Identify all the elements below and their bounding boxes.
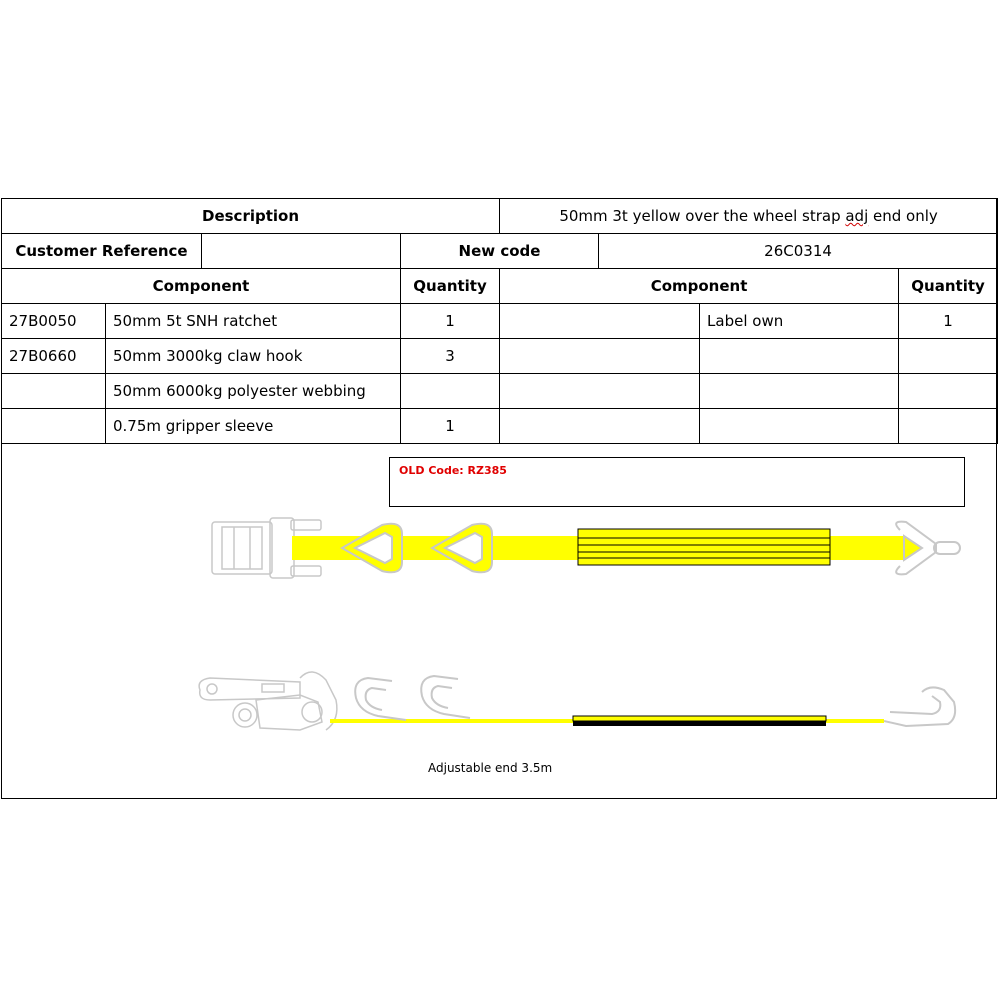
new-code-label: New code [401, 234, 599, 269]
customer-reference-label: Customer Reference [2, 234, 202, 269]
component-qty: 1 [401, 409, 500, 444]
component-qty: 3 [401, 339, 500, 374]
new-code-value: 26C0314 [599, 234, 998, 269]
component-name: 50mm 6000kg polyester webbing [106, 374, 401, 409]
claw-hook-side-icon [355, 676, 470, 720]
gripper-sleeve-top [578, 529, 830, 565]
top-view-drawing [212, 518, 960, 578]
right-component-name: Label own [700, 304, 899, 339]
gripper-sleeve-side [573, 716, 826, 726]
component-qty: 1 [401, 304, 500, 339]
quantity-header-right: Quantity [899, 269, 998, 304]
component-name: 50mm 3000kg claw hook [106, 339, 401, 374]
claw-hook-triangle-icon [342, 524, 402, 573]
end-hook-top-icon [896, 522, 960, 575]
component-name: 0.75m gripper sleeve [106, 409, 401, 444]
component-header: Component [2, 269, 401, 304]
adjustable-end-caption: Adjustable end 3.5m [428, 761, 553, 775]
end-hook-side-icon [884, 687, 955, 726]
component-code: 27B0660 [2, 339, 106, 374]
right-component-qty: 1 [899, 304, 998, 339]
ratchet-side-icon [199, 672, 337, 730]
side-view-drawing [199, 672, 955, 730]
component-code: 27B0050 [2, 304, 106, 339]
claw-hook-triangle-icon [432, 524, 492, 573]
description-value: 50mm 3t yellow over the wheel strap adj end only [500, 199, 998, 234]
description-label: Description [2, 199, 500, 234]
quantity-header: Quantity [401, 269, 500, 304]
component-header-right: Component [500, 269, 899, 304]
component-name: 50mm 5t SNH ratchet [106, 304, 401, 339]
old-code-text: OLD Code: RZ385 [399, 464, 507, 477]
